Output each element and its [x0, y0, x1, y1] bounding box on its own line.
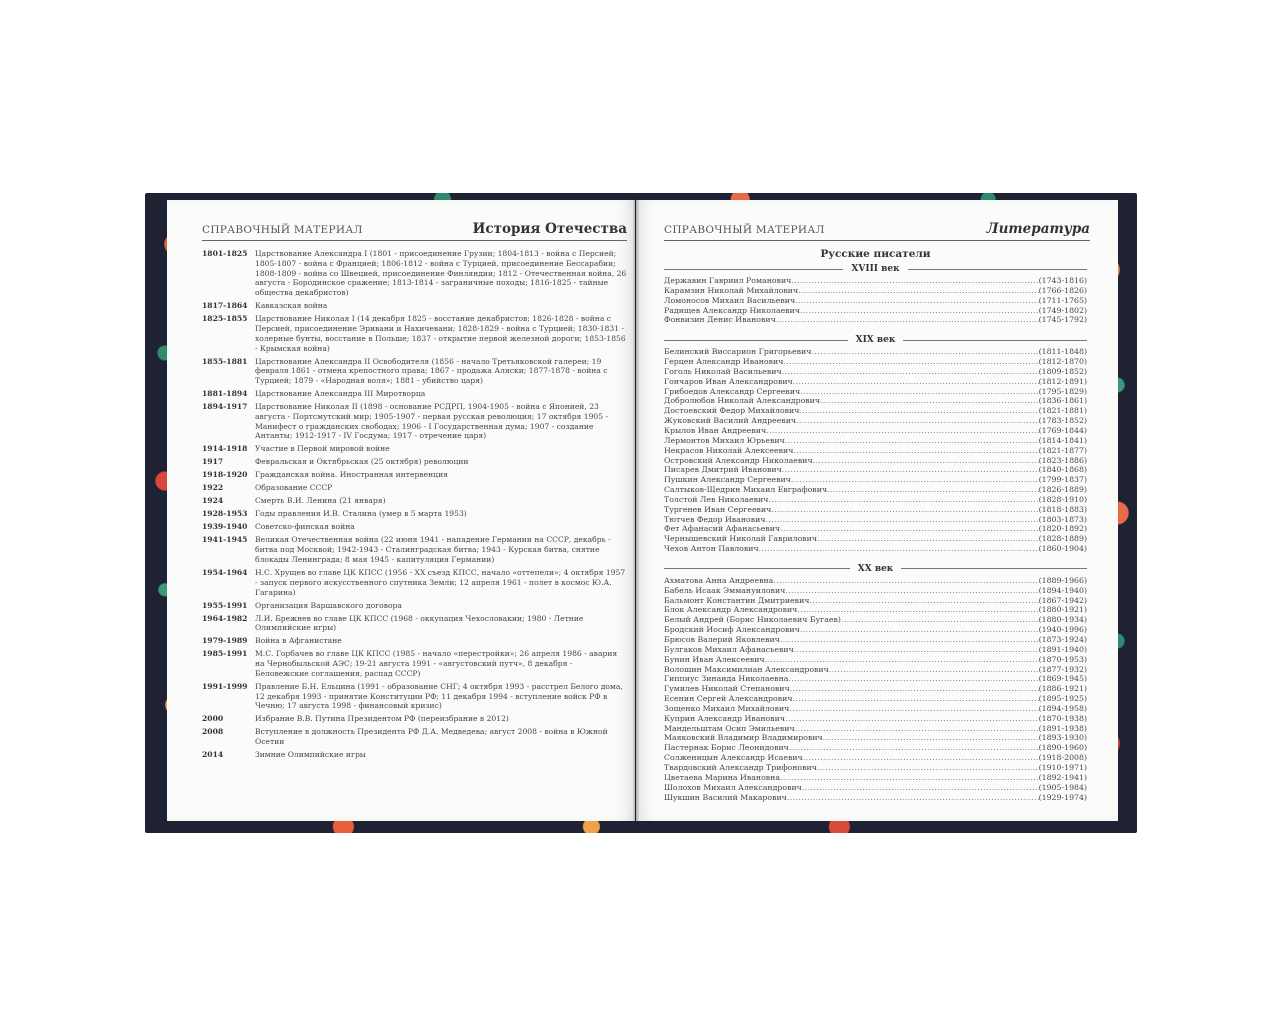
writer-name: Фонвизин Денис Иванович [664, 315, 776, 325]
writer-row [664, 544, 1087, 554]
timeline-event: Зимние Олимпийские игры [255, 750, 366, 760]
writer-row [664, 387, 1087, 397]
writer-name: Твардовский Александр Трифонович [664, 762, 817, 772]
timeline-event: Советско-финская война [255, 522, 355, 532]
writer-row [664, 704, 1087, 714]
timeline-entry [202, 601, 627, 611]
dot-leader [789, 743, 1039, 753]
timeline-entry [202, 509, 627, 519]
dot-leader [780, 524, 1039, 534]
writer-name: Жуковский Василий Андреевич [664, 416, 797, 426]
timeline-event: Вступление в должность Президента РФ Д.А. Медведева; август 2008 - война в Южной Осетии [255, 727, 608, 747]
timeline-year: 1855-1881 [202, 356, 248, 366]
writer-row [664, 315, 1087, 325]
divider-line [664, 269, 843, 270]
timeline-year: 1964-1982 [202, 613, 248, 623]
writer-years: (1818-1883) [1038, 504, 1087, 514]
writer-name: Гиппиус Зинаида Николаевна [664, 674, 789, 684]
writer-row [664, 793, 1087, 803]
right-section-label: СПРАВОЧНЫЙ МАТЕРИАЛ [664, 224, 825, 236]
writer-years: (1905-1984) [1038, 782, 1087, 792]
dot-leader [794, 645, 1039, 655]
left-page-title: История Отечества [472, 221, 627, 237]
writer-name: Булгаков Михаил Афанасьевич [664, 644, 794, 654]
timeline-entry [202, 714, 627, 724]
writer-name: Гончаров Иван Александрович [664, 376, 793, 386]
timeline-entry [202, 389, 627, 399]
dot-leader [785, 436, 1039, 446]
dot-leader [759, 544, 1039, 554]
century-gap [664, 554, 1087, 562]
timeline-event: Избрание В.В. Путина Президентом РФ (переизбрание в 2012) [255, 714, 509, 724]
century-gap [664, 325, 1087, 333]
divider-line [908, 269, 1087, 270]
writer-row [664, 475, 1087, 485]
timeline-year: 1894-1917 [202, 402, 248, 412]
timeline-event: Образование СССР [255, 483, 333, 493]
writer-years: (1711-1765) [1038, 295, 1087, 305]
writer-name: Гумилев Николай Степанович [664, 684, 790, 694]
writer-years: (1745-1792) [1038, 315, 1087, 325]
writer-years: (1892-1941) [1038, 772, 1087, 782]
dot-leader [771, 505, 1038, 515]
writers-heading: Русские писатели [820, 248, 931, 260]
writer-name: Тургенев Иван Сергеевич [664, 504, 772, 514]
writer-row [664, 367, 1087, 377]
writer-name: Маяковский Владимир Владимирович [664, 733, 823, 743]
writer-name: Блок Александр Александрович [664, 605, 798, 615]
dot-leader [817, 763, 1039, 773]
writer-years: (1821-1881) [1038, 406, 1087, 416]
writer-row [664, 357, 1087, 367]
timeline-event: Годы правления И.В. Сталина (умер в 5 марта 1953) [255, 509, 467, 519]
timeline-event: Кавказская война [255, 301, 328, 311]
writer-name: Бунин Иван Алексеевич [664, 654, 765, 664]
writer-name: Островский Александр Николаевич [664, 455, 813, 465]
left-section-label: СПРАВОЧНЫЙ МАТЕРИАЛ [202, 224, 363, 236]
dot-leader [802, 783, 1039, 793]
writer-name: Солженицын Александр Исаевич [664, 753, 803, 763]
timeline-year: 2014 [202, 750, 224, 760]
dot-leader [766, 426, 1038, 436]
timeline-year: 1979-1989 [202, 636, 248, 646]
dot-leader [796, 416, 1039, 426]
century-label: XVIII век [851, 264, 900, 274]
right-page-header [664, 218, 1090, 241]
writer-row [664, 524, 1087, 534]
writer-name: Чехов Антон Павлович [664, 544, 759, 554]
writer-row [664, 446, 1087, 456]
writer-name: Шукшин Василий Макарович [664, 792, 787, 802]
writer-years: (1812-1870) [1038, 357, 1087, 367]
writer-years: (1894-1958) [1038, 703, 1087, 713]
timeline-year: 1941-1945 [202, 535, 248, 545]
writer-row [664, 296, 1087, 306]
timeline-year: 1881-1894 [202, 389, 248, 399]
dot-leader [829, 665, 1039, 675]
timeline-event: Смерть В.И. Ленина (21 января) [255, 496, 386, 506]
timeline-year: 1954-1964 [202, 567, 248, 577]
writer-row [664, 773, 1087, 783]
dot-leader [765, 655, 1039, 665]
timeline-event: Царствование Николая I (14 декабря 1825 - восстание декабристов; 1826-1828 - война с Персией, присоединение Эривани и Нахичевани; 1828-1829 - война с Турцией; 1830-1831 - холерные бунты, восстание в Польше; 1837 - открытие первой железной дороги; 1853-1856 - Крымская война) [255, 314, 626, 353]
timeline-entry [202, 457, 627, 467]
writer-years: (1803-1873) [1038, 514, 1087, 524]
writer-years: (1743-1816) [1038, 276, 1087, 285]
timeline-event: Война в Афганистане [255, 636, 342, 646]
writer-name: Толстой Лев Николаевич [664, 494, 769, 504]
writer-years: (1877-1932) [1038, 664, 1087, 674]
writer-years: (1929-1974) [1038, 792, 1087, 802]
dot-leader [800, 306, 1039, 316]
writer-row [664, 505, 1087, 515]
writer-row [664, 396, 1087, 406]
timeline-entry [202, 636, 627, 646]
writer-row [664, 495, 1087, 505]
writer-years: (1795-1829) [1038, 386, 1087, 396]
timeline-entry [202, 649, 627, 678]
writer-name: Чернышевский Николай Гаврилович [664, 534, 818, 544]
dot-leader [782, 465, 1039, 475]
writer-years: (1880-1921) [1038, 605, 1087, 615]
writer-name: Фет Афанасий Афанасьевич [664, 524, 781, 534]
timeline-event: Правление Б.Н. Ельцина (1991 - образование СНГ; 4 октября 1993 - расстрел Белого дома, 12 декабря 1993 - принятие Конституции РФ; 11 декабря 1994 - вступление войск РФ в Чечню; 17 августа 1998 - финансовый кризис) [255, 681, 623, 711]
dot-leader [785, 586, 1038, 596]
timeline-event: Великая Отечественная война (22 июня 1941 - нападение Германии на СССР, декабрь - битва под Москвой; 1942-1943 - Сталинградская битва; 1943 - Курская битва, снятие блокады Ленинграда; 8 мая 1945 - капитуляция Германии) [255, 535, 611, 564]
dot-leader [776, 315, 1039, 325]
dot-leader [795, 296, 1038, 306]
writer-name: Добролюбов Николай Александрович [664, 396, 821, 406]
writer-years: (1910-1971) [1038, 762, 1087, 772]
dot-leader [792, 694, 1038, 704]
writer-row [664, 515, 1087, 525]
writer-name: Ломоносов Михаил Васильевич [664, 295, 796, 305]
dot-leader [790, 684, 1039, 694]
writer-years: (1918-2008) [1038, 753, 1087, 763]
timeline-event: Н.С. Хрущев во главе ЦК КПСС (1956 - XX съезд КПСС, начало «оттепели»; 4 октября 1957 - запуск первого искусственного спутника Земли; 12 апреля 1961 - полет в космос Ю.А. Гагарина) [255, 567, 626, 597]
writers-list [664, 248, 1087, 802]
writer-row [664, 406, 1087, 416]
writer-name: Бродский Иосиф Александрович [664, 625, 800, 635]
timeline-event: М.С. Горбачев во главе ЦК КПСС (1985 - начало «перестройки»; 26 апреля 1986 - авария на Чернобыльской АЭС; 19-21 августа 1991 - «августовский путч», 8 декабря - Беловежские соглашения, распад СССР) [255, 649, 618, 678]
writer-row [664, 485, 1087, 495]
writer-name: Есенин Сергей Александрович [664, 694, 793, 704]
dot-leader [768, 495, 1038, 505]
writer-years: (1886-1921) [1038, 684, 1087, 694]
timeline-event: Февральская и Октябрьская (25 октября) революции [255, 457, 469, 467]
timeline-entry [202, 314, 627, 353]
writer-years: (1890-1960) [1038, 743, 1087, 753]
writer-row [664, 576, 1087, 586]
timeline-year: 1801-1825 [202, 249, 248, 258]
writer-name: Салтыков-Щедрин Михаил Евграфович [664, 485, 828, 495]
timeline-entry [202, 357, 627, 386]
writer-row [664, 674, 1087, 684]
dot-leader [798, 286, 1038, 296]
writer-row [664, 534, 1087, 544]
writer-years: (1820-1892) [1038, 524, 1087, 534]
timeline-year: 1928-1953 [202, 509, 248, 519]
writer-name: Некрасов Николай Алексеевич [664, 445, 794, 455]
dot-leader [817, 534, 1039, 544]
writer-name: Крылов Иван Андреевич [664, 425, 767, 435]
dot-leader [809, 596, 1038, 606]
divider-line [901, 568, 1087, 569]
dot-leader [803, 753, 1039, 763]
writer-row [664, 655, 1087, 665]
dot-leader [787, 793, 1039, 803]
timeline-entry [202, 402, 627, 441]
writer-name: Пушкин Александр Сергеевич [664, 475, 791, 485]
writer-name: Куприн Александр Иванович [664, 713, 785, 723]
writer-name: Тютчев Федор Иванович [664, 514, 766, 524]
writer-name: Радищев Александр Николаевич [664, 305, 800, 315]
writer-years: (1809-1852) [1038, 366, 1087, 376]
writer-name: Бальмонт Константин Дмитриевич [664, 595, 810, 605]
timeline-entry [202, 444, 627, 454]
timeline-entry [202, 470, 627, 480]
timeline-event: Гражданская война. Иностранная интервенция [255, 470, 448, 480]
writer-row [664, 596, 1087, 606]
timeline-year: 1924 [202, 496, 224, 506]
writer-years: (1828-1910) [1038, 494, 1087, 504]
timeline-year: 1917 [202, 457, 224, 467]
dot-leader [793, 446, 1038, 456]
writer-row [664, 763, 1087, 773]
writer-row [664, 276, 1087, 286]
dot-leader [800, 625, 1039, 635]
timeline-event: Царствование Александра III Миротворца [255, 389, 426, 399]
century-divider [664, 263, 1087, 275]
writer-name: Мандельштам Осип Эмильевич [664, 723, 795, 733]
timeline-event: Царствование Александра II Освободителя (1856 - начало Третьяковской галереи; 19 февраля 1861 - отмена крепостного права; 1867 - продажа Аляски; 1877-1878 - война с Турцией; 1879 - «Народная воля»; 1881 - убийство царя) [255, 356, 608, 386]
dot-leader [820, 396, 1039, 406]
writer-name: Бабель Исаак Эммануилович [664, 585, 786, 595]
writer-years: (1893-1930) [1038, 733, 1087, 743]
century-divider [664, 563, 1087, 575]
dot-leader [791, 475, 1039, 485]
writer-years: (1889-1966) [1038, 575, 1087, 585]
writer-years: (1891-1940) [1038, 644, 1087, 654]
writer-row [664, 724, 1087, 734]
timeline-event: Организация Варшавского договора [255, 600, 402, 610]
timeline-event: Участие в Первой мировой войне [255, 444, 390, 454]
timeline-event: Царствование Александра I (1801 - присоединение Грузии; 1804-1813 - война с Персией; 1805-1807 - война с Францией; 1806-1812 - война с Турцией, присоединение Бессарабии; 1808-1809 - война со Швецией, присоединение Финляндии; 1812 - Отечественная война, 26 августа - Бородинское сражение; 1813-1814 - заграничные походы; 1816-1825 - тайные общества декабристов) [255, 249, 627, 298]
writer-years: (1869-1945) [1038, 674, 1087, 684]
timeline-event: Л.И. Брежнев во главе ЦК КПСС (1968 - оккупация Чехословакии; 1980 - Летние Олимпийские игры) [255, 613, 584, 633]
century-label: XIX век [855, 335, 896, 346]
dot-leader [780, 635, 1039, 645]
writer-name: Зощенко Михаил Михайлович [664, 703, 790, 713]
writer-row [664, 347, 1087, 357]
timeline-year: 1939-1940 [202, 522, 248, 532]
dot-leader [823, 733, 1039, 743]
writer-row [664, 753, 1087, 763]
book-spine-gutter [633, 198, 639, 823]
dot-leader [791, 276, 1038, 286]
century-label: XX век [857, 563, 894, 574]
dot-leader [780, 773, 1039, 783]
writer-name: Достоевский Федор Михайлович [664, 406, 800, 416]
writer-years: (1749-1802) [1038, 305, 1087, 315]
writer-years: (1836-1861) [1038, 396, 1087, 406]
writer-row [664, 465, 1087, 475]
writer-name: Брюсов Валерий Яковлевич [664, 635, 780, 644]
writer-row [664, 615, 1087, 625]
writer-name: Ахматова Анна Андреевна [664, 575, 774, 585]
writer-row [664, 416, 1087, 426]
timeline-entry [202, 682, 627, 711]
writer-years: (1891-1938) [1038, 723, 1087, 733]
timeline-entry [202, 522, 627, 532]
writer-row [664, 586, 1087, 596]
writer-years: (1811-1848) [1038, 347, 1087, 357]
divider-line [903, 340, 1087, 341]
dot-leader [788, 674, 1038, 684]
writer-years: (1860-1904) [1038, 544, 1087, 554]
dot-leader [785, 714, 1039, 724]
timeline-year: 1991-1999 [202, 681, 248, 691]
timeline-year: 1922 [202, 483, 224, 493]
writer-years: (1828-1889) [1038, 534, 1087, 544]
writer-row [664, 456, 1087, 466]
writer-row [664, 306, 1087, 316]
writer-years: (1821-1877) [1038, 445, 1087, 455]
writer-row [664, 436, 1087, 446]
writer-years: (1894-1940) [1038, 585, 1087, 595]
writer-row [664, 645, 1087, 655]
writer-years: (1826-1889) [1038, 485, 1087, 495]
writer-years: (1812-1891) [1038, 376, 1087, 386]
writer-name: Герцен Александр Иванович [664, 357, 784, 367]
timeline-year: 2008 [202, 727, 224, 737]
dot-leader [811, 347, 1038, 357]
timeline-year: 1955-1991 [202, 600, 248, 610]
timeline-entry [202, 496, 627, 506]
writer-years: (1823-1886) [1038, 455, 1087, 465]
timeline-year: 1985-1991 [202, 649, 248, 659]
timeline-entry [202, 535, 627, 564]
dot-leader [782, 367, 1039, 377]
writer-row [664, 286, 1087, 296]
writer-years: (1873-1924) [1038, 635, 1087, 644]
writer-name: Державин Гавриил Романович [664, 276, 792, 285]
writer-years: (1783-1852) [1038, 416, 1087, 426]
writer-name: Карамзин Николай Михайлович [664, 285, 799, 295]
writer-name: Грибоедов Александр Сергеевич [664, 386, 801, 396]
dot-leader [797, 605, 1038, 615]
writer-years: (1870-1953) [1038, 654, 1087, 664]
writer-years: (1880-1934) [1038, 615, 1087, 625]
timeline-entry [202, 568, 627, 597]
dot-leader [813, 456, 1039, 466]
writer-row [664, 684, 1087, 694]
timeline-year: 1825-1855 [202, 314, 248, 324]
left-page-header [202, 218, 627, 241]
timeline-entry [202, 249, 627, 298]
writer-row [664, 635, 1087, 645]
history-timeline [202, 249, 627, 763]
writer-row [664, 377, 1087, 387]
writer-row [664, 665, 1087, 675]
writer-name: Цветаева Марина Ивановна [664, 772, 781, 782]
timeline-year: 1918-1920 [202, 470, 248, 480]
writer-years: (1867-1942) [1038, 595, 1087, 605]
divider-line [664, 340, 848, 341]
timeline-entry [202, 301, 627, 311]
dot-leader [793, 377, 1039, 387]
timeline-year: 2000 [202, 714, 224, 724]
dot-leader [799, 406, 1038, 416]
writer-name: Шолохов Михаил Александрович [664, 782, 802, 792]
writer-years: (1870-1938) [1038, 713, 1087, 723]
writer-row [664, 605, 1087, 615]
century-divider [664, 334, 1087, 346]
writer-row [664, 694, 1087, 704]
writer-years: (1799-1837) [1038, 475, 1087, 485]
dot-leader [795, 724, 1039, 734]
writer-years: (1895-1925) [1038, 694, 1087, 704]
writer-row [664, 783, 1087, 793]
dot-leader [783, 357, 1038, 367]
timeline-year: 1914-1918 [202, 444, 248, 454]
writer-row [664, 625, 1087, 635]
timeline-event: Царствование Николая II (1898 - основание РСДРП, 1904-1905 - война с Японией, 23 августа - Портсмутский мир; 1905-1907 - первая русская революция; 17 октября 1905 - Манифест о гражданских свободах; 1906 - I Государственная дума; 1907 - создание Антанты; 1912-1917 - IV Госдума; 1917 - отречение царя) [255, 402, 609, 441]
writer-name: Волошин Максимилиан Александрович [664, 664, 829, 674]
writer-name: Гоголь Николай Васильевич [664, 366, 782, 376]
timeline-entry [202, 614, 627, 634]
writer-name: Белинский Виссарион Григорьевич [664, 347, 812, 357]
dot-leader [800, 387, 1038, 397]
writer-years: (1840-1868) [1038, 465, 1087, 475]
dot-leader [827, 485, 1039, 495]
writer-name: Лермонтов Михаил Юрьевич [664, 435, 785, 445]
timeline-entry [202, 727, 627, 747]
writer-years: (1766-1826) [1038, 285, 1087, 295]
divider-line [664, 568, 850, 569]
writer-row [664, 733, 1087, 743]
writer-name: Пастернак Борис Леонидович [664, 743, 789, 753]
writer-name: Белый Андрей (Борис Николаевич Бугаев) [664, 615, 841, 625]
writer-row [664, 426, 1087, 436]
writer-years: (1814-1841) [1038, 435, 1087, 445]
dot-leader [773, 576, 1038, 586]
timeline-entry [202, 483, 627, 493]
writer-name: Писарев Дмитрий Иванович [664, 465, 782, 475]
timeline-entry [202, 750, 627, 760]
writer-years: (1769-1844) [1038, 425, 1087, 435]
writer-row [664, 743, 1087, 753]
dot-leader [841, 615, 1039, 625]
timeline-year: 1817-1864 [202, 301, 248, 311]
dot-leader [789, 704, 1038, 714]
right-page-title: Литература [986, 221, 1090, 237]
dot-leader [765, 515, 1038, 525]
writer-row [664, 714, 1087, 724]
writer-years: (1940-1996) [1038, 625, 1087, 635]
